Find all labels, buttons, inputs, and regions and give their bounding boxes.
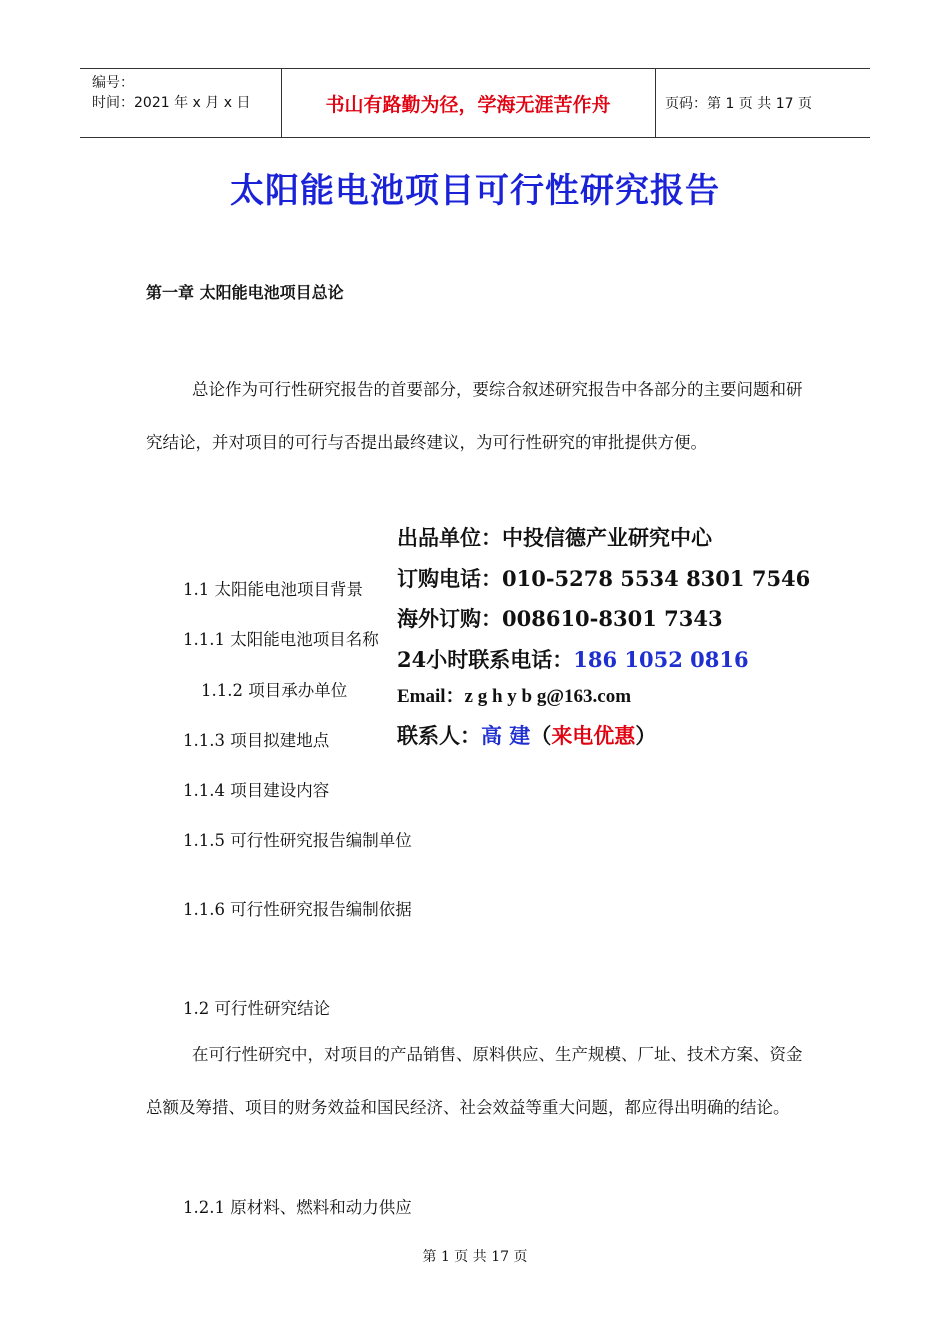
offer-text: 来电优惠 bbox=[551, 723, 636, 748]
header-motto: 书山有路勤为径，学海无涯苦作舟 bbox=[325, 93, 611, 116]
section-1-1-5: 1.1.5 可行性研究报告编制单位 bbox=[183, 831, 412, 850]
intro-paragraph: 总论作为可行性研究报告的首要部分，要综合叙述研究报告中各部分的主要问题和研究结论，并对项目的可行与否提出最终建议，为可行性研究的审批提供方便。 bbox=[146, 380, 803, 452]
person-name: 高 建 bbox=[481, 723, 531, 748]
offer-close: ） bbox=[635, 723, 657, 748]
conclusion-paragraph: 在可行性研究中，对项目的产品销售、原料供应、生产规模、厂址、技术方案、资金总额及筹措、项目的财务效益和国民经济、社会效益等重大问题，都应得出明确的结论。 bbox=[146, 1045, 803, 1117]
publisher-line: 出品单位：中投信德产业研究中心 bbox=[397, 525, 712, 550]
section-1-1-3: 1.1.3 项目拟建地点 bbox=[183, 731, 330, 750]
offer-open: （ bbox=[530, 723, 552, 748]
hotline-number: 186 1052 0816 bbox=[573, 647, 749, 672]
overseas-order-line: 海外订购：008610-8301 7343 bbox=[397, 606, 723, 631]
page-footer: 第 1 页 共 17 页 bbox=[422, 1249, 528, 1265]
header-table bbox=[80, 68, 870, 138]
document-title: 太阳能电池项目可行性研究报告 bbox=[230, 171, 720, 211]
time-label: 时间：2021 年 x 月 x 日 bbox=[92, 95, 251, 111]
header-left-cell bbox=[92, 73, 250, 113]
section-1-1-4: 1.1.4 项目建设内容 bbox=[183, 781, 330, 800]
section-1-1-1: 1.1.1 太阳能电池项目名称 bbox=[183, 630, 379, 649]
header-page-label: 页码：第 1 页 共 17 页 bbox=[665, 96, 812, 112]
email-line: Email：z g h y b g@163.com bbox=[397, 686, 632, 707]
hotline-line bbox=[397, 644, 749, 674]
contact-person-line bbox=[397, 720, 656, 750]
header-divider bbox=[655, 69, 656, 137]
order-phone-line: 订购电话：010-5278 5534 8301 7546 bbox=[397, 566, 811, 591]
section-1-1-6: 1.1.6 可行性研究报告编制依据 bbox=[183, 900, 412, 919]
section-1-2: 1.2 可行性研究结论 bbox=[183, 999, 330, 1018]
section-1-1: 1.1 太阳能电池项目背景 bbox=[183, 580, 363, 599]
hotline-label: 24小时联系电话： bbox=[397, 647, 574, 672]
person-label: 联系人： bbox=[397, 723, 481, 748]
section-1-2-1: 1.2.1 原材料、燃料和动力供应 bbox=[183, 1198, 412, 1217]
number-label: 编号： bbox=[92, 75, 134, 91]
section-1-1-2: 1.1.2 项目承办单位 bbox=[201, 681, 348, 700]
chapter-heading: 第一章 太阳能电池项目总论 bbox=[146, 283, 344, 302]
